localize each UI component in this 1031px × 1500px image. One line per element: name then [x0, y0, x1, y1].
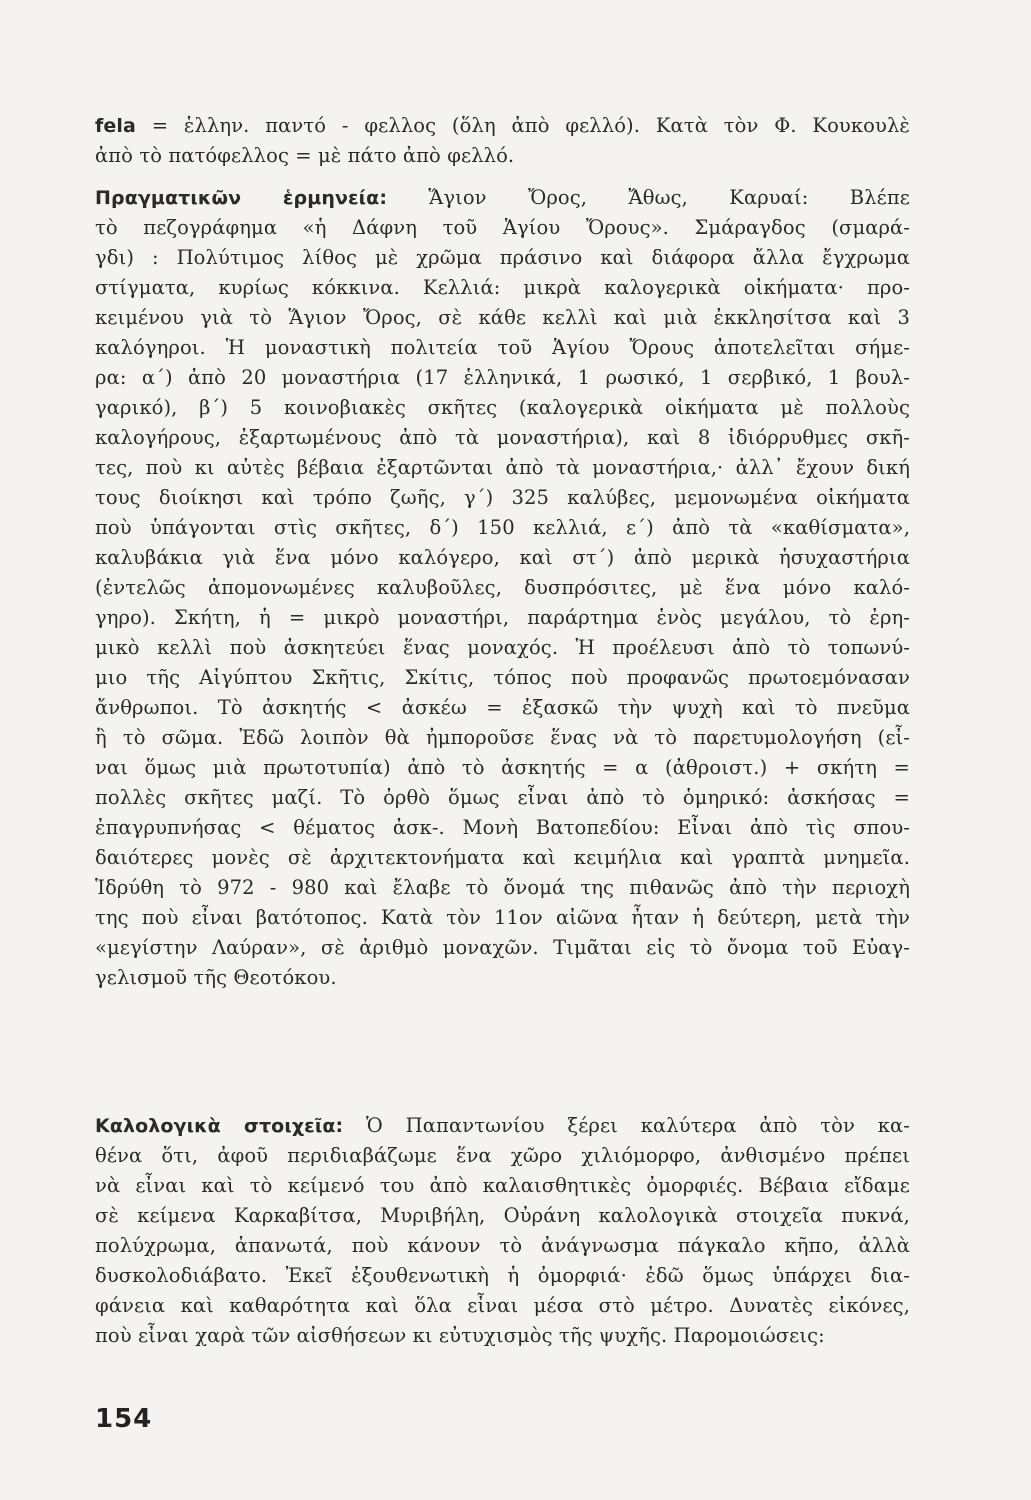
text-line: ναι ὅμως μιὰ πρωτοτυπία) ἀπὸ τὸ ἀσκητής = α (ἀθροιστ.) + σκήτη =	[95, 756, 910, 779]
text-line: γαρικό), β΄) 5 κοινοβιακὲς σκῆτες (καλογερικὰ οἰκήματα μὲ πολλοὺς	[95, 396, 910, 419]
text-line: τες, ποὺ κι αὐτὲς βέβαια ἐξαρτῶνται ἀπὸ τὰ μοναστήρια,· ἀλλ᾽ ἔχουν δική	[95, 456, 910, 479]
section-heading: Καλολογικὰ στοιχεῖα:	[95, 1115, 344, 1137]
text-line: θένα ὅτι, ἀφοῦ περιδιαβάζωμε ἕνα χῶρο χιλιόμορφο, ἀνθισμένο πρέπει	[95, 1144, 910, 1167]
text-line: κειμένου γιὰ τὸ Ἅγιον Ὄρος, σὲ κάθε κελλὶ καὶ μιὰ ἐκκλησίτσα καὶ 3	[95, 306, 910, 329]
text-line: σὲ κείμενα Καρκαβίτσα, Μυριβήλη, Οὐράνη καλολογικὰ στοιχεῖα πυκνά,	[95, 1204, 910, 1227]
text-line: Καλολογικὰ στοιχεῖα: Ὁ Παπαντωνίου ξέρει καλύτερα ἀπὸ τὸν κα-	[95, 1114, 910, 1137]
text-line: τους διοίκησι καὶ τρόπο ζωῆς, γ΄) 325 καλύβες, μεμονωμένα οἰκήματα	[95, 486, 910, 509]
text-line: Πραγματικῶν ἑρμηνεία: Ἅγιον Ὄρος, Ἄθως, Καρυαί: Βλέπε	[95, 186, 910, 209]
text-line: γδι) : Πολύτιμος λίθος μὲ χρῶμα πράσινο καὶ διάφορα ἄλλα ἔγχρωμα	[95, 246, 910, 269]
text-line: νὰ εἶναι καὶ τὸ κείμενό του ἀπὸ καλαισθητικὲς ὀμορφιές. Βέβαια εἴδαμε	[95, 1174, 910, 1197]
text-line: ρα: α΄) ἀπὸ 20 μοναστήρια (17 ἑλληνικά, 1 ρωσικό, 1 σερβικό, 1 βουλ-	[95, 366, 910, 389]
text-line: καλόγηροι. Ἡ μοναστικὴ πολιτεία τοῦ Ἁγίου Ὄρους ἀποτελεῖται σήμε-	[95, 336, 910, 359]
text-line: (ἐντελῶς ἀπομονωμένες καλυβοῦλες, δυσπρόσιτες, μὲ ἕνα μόνο καλό-	[95, 576, 910, 599]
text-line: καλυβάκια γιὰ ἕνα μόνο καλόγερο, καὶ στ΄) ἀπὸ μερικὰ ἡσυχαστήρια	[95, 546, 910, 569]
text-line: δαιότερες μονὲς σὲ ἀρχιτεκτονήματα καὶ κειμήλια καὶ γραπτὰ μνημεῖα.	[95, 846, 910, 869]
paragraph-real-explanations	[95, 183, 910, 993]
text-line: μιο τῆς Αἰγύπτου Σκῆτις, Σκίτις, τόπος ποὺ προφανῶς πρωτοεμόνασαν	[95, 666, 910, 689]
text-line: φάνεια καὶ καθαρότητα καὶ ὅλα εἶναι μέσα στὸ μέτρο. Δυνατὲς εἰκόνες,	[95, 1294, 910, 1317]
term-heading: fela	[95, 115, 136, 137]
text-line: ἢ τὸ σῶμα. Ἐδῶ λοιπὸν θὰ ἠμποροῦσε ἕνας νὰ τὸ παρετυμολογήση (εἶ-	[95, 726, 910, 749]
text-line: ἐπαγρυπνήσας < θέματος ἀσκ-. Μονὴ Βατοπεδίου: Εἶναι ἀπὸ τὶς σπου-	[95, 816, 910, 839]
text-line: ἄνθρωποι. Τὸ ἀσκητής < ἀσκέω = ἐξασκῶ τὴν ψυχὴ καὶ τὸ πνεῦμα	[95, 696, 910, 719]
text-line: fela = ἑλλην. παντό - φελλος (ὅλη ἀπὸ φελλό). Κατὰ τὸν Φ. Κουκουλὲ	[95, 114, 910, 137]
text-line: Ἱδρύθη τὸ 972 - 980 καὶ ἔλαβε τὸ ὄνομά της πιθανῶς ἀπὸ τὴν περιοχὴ	[95, 876, 910, 899]
text-line: ποὺ εἶναι χαρὰ τῶν αἰσθήσεων κι εὐτυχισμὸς τῆς ψυχῆς. Παρομοιώσεις:	[95, 1324, 825, 1347]
text-line: ποὺ ὑπάγονται στὶς σκῆτες, δ΄) 150 κελλιά, ε΄) ἀπὸ τὰ «καθίσματα»,	[95, 516, 910, 539]
text-line: «μεγίστην Λαύραν», σὲ ἀριθμὸ μοναχῶν. Τιμᾶται εἰς τὸ ὄνομα τοῦ Εὐαγ-	[95, 936, 910, 959]
text-line: πολύχρωμα, ἀπανωτά, ποὺ κάνουν τὸ ἀνάγνωσμα πάγκαλο κῆπο, ἀλλὰ	[95, 1234, 910, 1257]
page-number: 154	[95, 1404, 153, 1434]
text-line: ἀπὸ τὸ πατόφελλος = μὲ πάτο ἀπὸ φελλό.	[95, 144, 515, 167]
text-line: καλογήρους, ἐξαρτωμένους ἀπὸ τὰ μοναστήρια), καὶ 8 ἰδιόρρυθμες σκῆ-	[95, 426, 910, 449]
text-line: τὸ πεζογράφημα «ἡ Δάφνη τοῦ Ἁγίου Ὄρους». Σμάραγδος (σμαρά-	[95, 216, 910, 239]
section-heading: Πραγματικῶν ἑρμηνεία:	[95, 187, 388, 209]
paragraph-fela	[95, 111, 910, 171]
text-line: στίγματα, κυρίως κόκκινα. Κελλιά: μικρὰ καλογερικὰ οἰκήματα· προ-	[95, 276, 910, 299]
text-line: δυσκολοδιάβατο. Ἐκεῖ ἐξουθενωτικὴ ἡ ὀμορφιά· ἐδῶ ὅμως ὑπάρχει δια-	[95, 1264, 910, 1287]
paragraph-stylistic-elements	[95, 1111, 910, 1351]
text-line: γελισμοῦ τῆς Θεοτόκου.	[95, 966, 337, 989]
text-line: πολλὲς σκῆτες μαζί. Τὸ ὀρθὸ ὅμως εἶναι ἀπὸ τὸ ὁμηρικό: ἀσκήσας =	[95, 786, 910, 809]
text-line: γηρο). Σκήτη, ἡ = μικρὸ μοναστήρι, παράρτημα ἑνὸς μεγάλου, τὸ ἐρη-	[95, 606, 910, 629]
text-line: της ποὺ εἶναι βατότοπος. Κατὰ τὸν 11ον αἰῶνα ἦταν ἡ δεύτερη, μετὰ τὴν	[95, 906, 910, 929]
text-line: μικὸ κελλὶ ποὺ ἀσκητεύει ἕνας μοναχός. Ἡ προέλευσι ἀπὸ τὸ τοπωνύ-	[95, 636, 910, 659]
